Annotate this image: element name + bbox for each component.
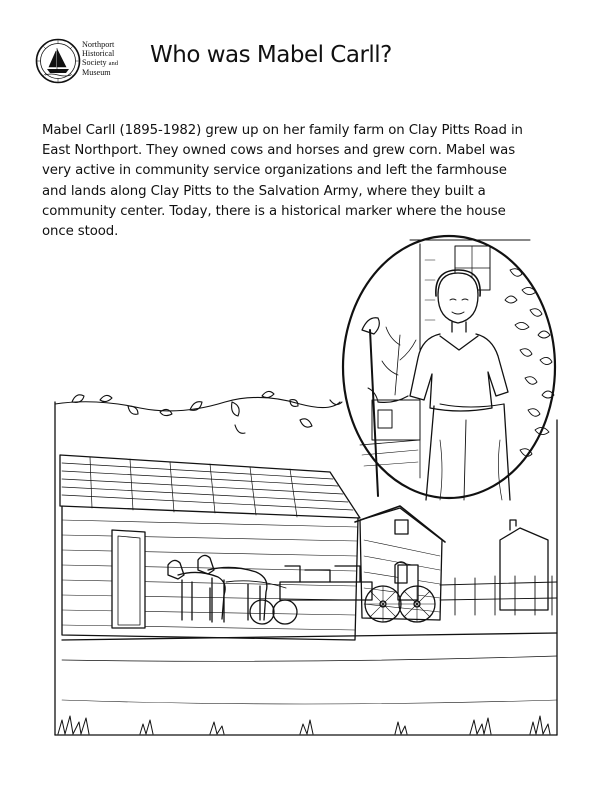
body-line: very active in community service organizations and left the farmhouse [42,163,507,179]
body-line: once stood. [42,224,119,240]
grass-icon [58,716,550,734]
logo-line-2: Historical [82,49,115,58]
portrait-mabel-illustration [343,236,555,500]
logo-line-4: Museum [82,68,111,77]
body-line: community center. Today, there is a historical marker where the house [42,203,506,219]
vine-garland-icon [55,391,342,433]
logo-line-3: Society [82,58,107,67]
body-line: East Northport. They owned cows and horses and grew corn. Mabel was [42,143,516,159]
logo-line-1: Northport [82,40,115,49]
body-line: Mabel Carll (1895-1982) grew up on her family farm on Clay Pitts Road in [42,123,523,138]
logo-line-3b: and [108,60,118,67]
body-line: and lands along Clay Pitts to the Salvation Army, where they built a [42,183,486,199]
page-title: Who was Mabel Carll? [150,42,392,68]
